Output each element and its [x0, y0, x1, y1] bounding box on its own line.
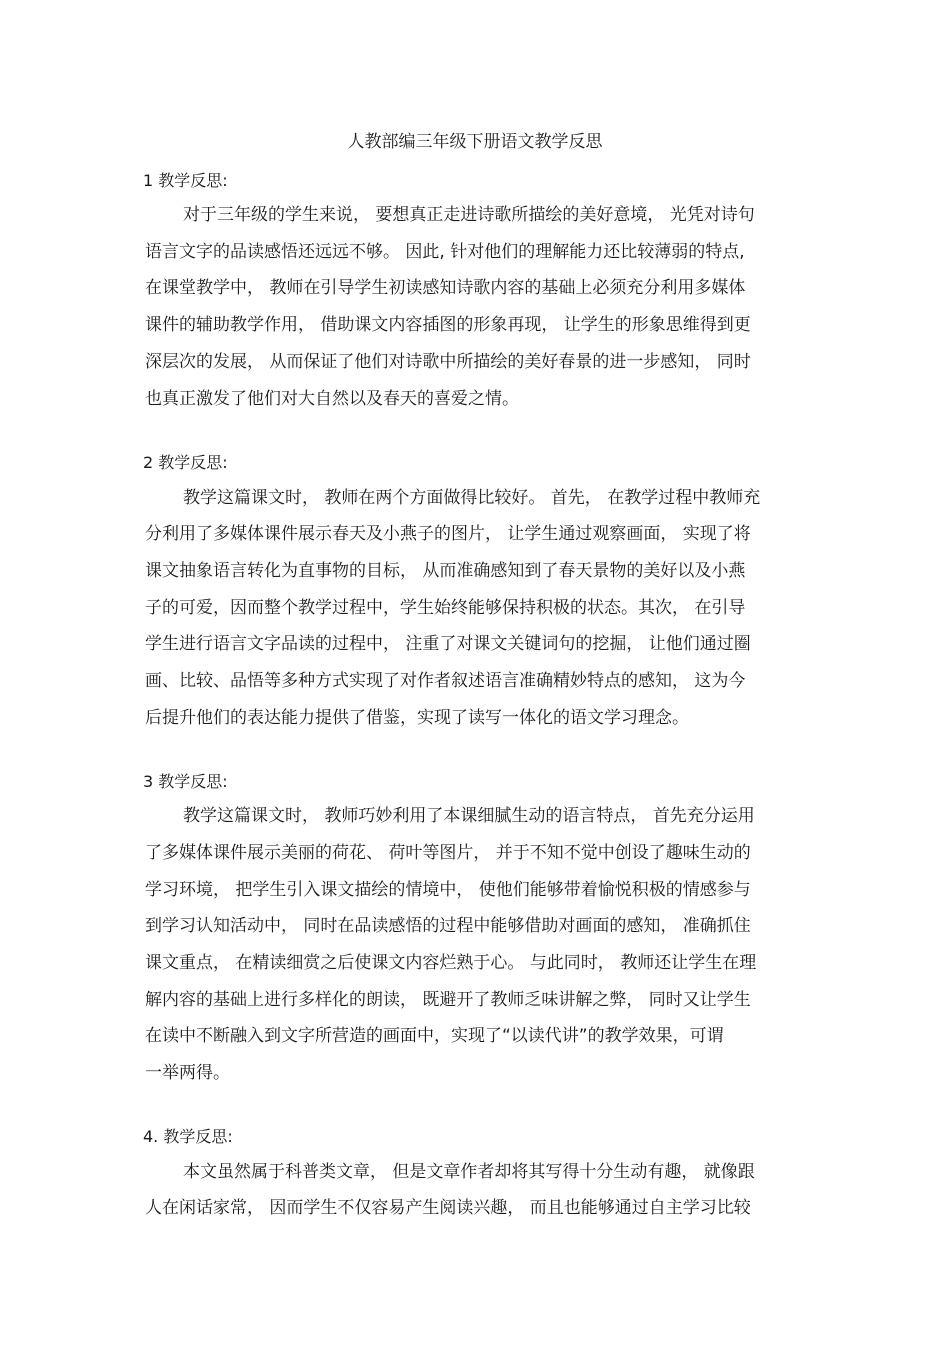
document-title: 人教部编三年级下册语文教学反思	[347, 132, 603, 152]
section-3-line: 到学习认知活动中， 同时在品读感悟的过程中能够借助对画面的感知， 准确抓住	[145, 916, 751, 936]
section-2-line: 子的可爱，因而整个教学过程中，学生始终能够保持积极的状态。其次， 在引导	[145, 598, 746, 618]
section-2-line: 教学这篇课文时， 教师在两个方面做得比较好。 首先， 在教学过程中教师充	[183, 488, 761, 508]
section-1-line: 也真正激发了他们对大自然以及春天的喜爱之情。	[145, 389, 519, 409]
section-1-line: 深层次的发展， 从而保证了他们对诗歌中所描绘的美好春景的进一步感知， 同时	[145, 352, 751, 372]
section-1-line: 对于三年级的学生来说， 要想真正走进诗歌所描绘的美好意境， 光凭对诗句	[183, 205, 755, 225]
section-3-line: 解内容的基础上进行多样化的朗读， 既避开了教师乏味讲解之弊， 同时又让学生	[145, 990, 751, 1010]
section-2-line: 后提升他们的表达能力提供了借鉴，实现了读写一体化的语文学习理念。	[145, 708, 689, 728]
section-1-heading: 1 教学反思:	[143, 171, 228, 190]
section-4-line: 人在闲话家常， 因而学生不仅容易产生阅读兴趣， 而且也能够通过自主学习比较	[145, 1198, 751, 1218]
section-3-line: 学习环境， 把学生引入课文描绘的情境中， 使他们能够带着愉悦积极的情感参与	[145, 880, 751, 900]
section-3-line: 一举两得。	[145, 1063, 230, 1083]
section-3-line: 了多媒体课件展示美丽的荷花、 荷叶等图片， 并于不知不觉中创设了趣味生动的	[145, 843, 751, 863]
section-4-line: 本文虽然属于科普类文章， 但是文章作者却将其写得十分生动有趣， 就像跟	[183, 1162, 755, 1182]
section-3-line: 在读中不断融入到文字所营造的画面中，实现了“以读代讲”的教学效果，可谓	[145, 1026, 724, 1046]
section-2-line: 学生进行语言文字品读的过程中， 注重了对课文关键词句的挖掘， 让他们通过圈	[145, 634, 751, 654]
section-1-line: 课件的辅助教学作用， 借助课文内容插图的形象再现， 让学生的形象思维得到更	[145, 315, 751, 335]
section-2-line: 分利用了多媒体课件展示春天及小燕子的图片， 让学生通过观察画面， 实现了将	[145, 524, 751, 544]
section-2-line: 课文抽象语言转化为直事物的目标， 从而准确感知到了春天景物的美好以及小燕	[145, 561, 746, 581]
section-3-heading: 3 教学反思:	[143, 772, 228, 791]
section-1-line: 在课堂教学中， 教师在引导学生初读感知诗歌内容的基础上必须充分利用多媒体	[145, 278, 746, 298]
section-4-heading: 4. 教学反思:	[143, 1127, 233, 1146]
section-2-heading: 2 教学反思:	[143, 453, 228, 472]
section-3-line: 教学这篇课文时， 教师巧妙利用了本课细腻生动的语言特点， 首先充分运用	[183, 806, 755, 826]
section-3-line: 课文重点， 在精读细赏之后使课文内容烂熟于心。 与此同时， 教师还让学生在理	[145, 953, 757, 973]
section-2-line: 画、比较、品悟等多种方式实现了对作者叙述语言准确精妙特点的感知， 这为今	[145, 671, 746, 691]
section-1-line: 语言文字的品读感悟还远远不够。 因此, 针对他们的理解能力还比较薄弱的特点,	[145, 242, 745, 262]
